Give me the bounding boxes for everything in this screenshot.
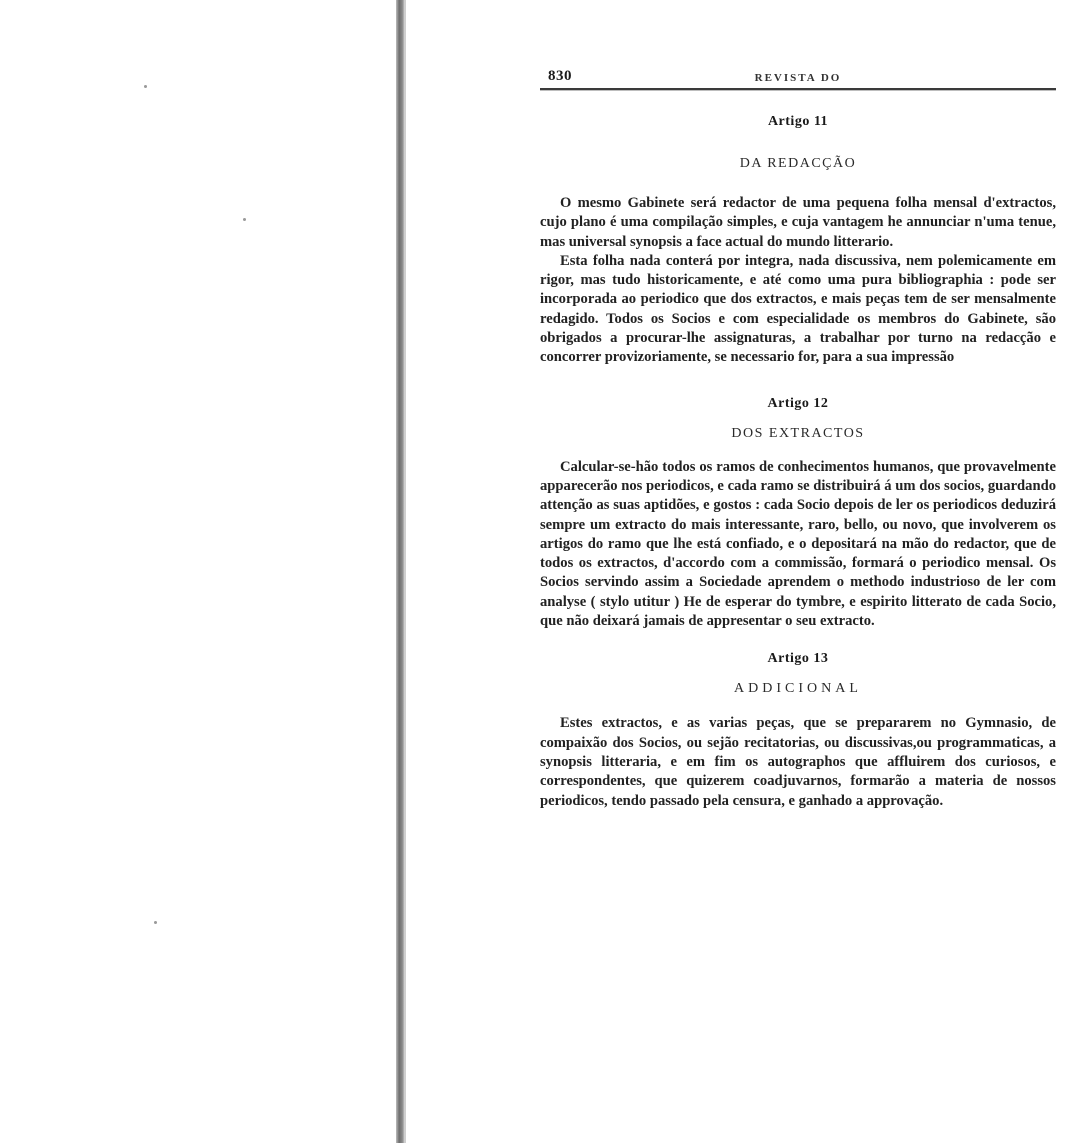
article-12 [540,396,1056,632]
article-subtitle: ADDICIONAL [734,681,862,697]
running-head-title: REVISTA DO [754,72,842,84]
article-paragraph: O mesmo Gabinete será redactor de uma pequena folha mensal d'extractos, cujo plano é uma compilação simples, e cuja vantagem he annunciar n'uma tenue, mas universal synopsis a face actual do mundo litterario. [540,195,1056,250]
article-body [540,458,1056,632]
article-title: Artigo 11 [767,114,829,129]
paper-speck [154,921,157,924]
gutter-edge [404,0,406,1143]
article-13 [540,651,1056,810]
article-paragraph: Esta folha nada conterá por integra, nada discussiva, nem polemicamente em rigor, mas tudo historicamente, e até como uma pura bibliographia : pode ser incorporada ao periodico que dos extractos, e mais peças tem de ser mensalmente redagido. Todos os Socios e com especialidade os membros do Gabinete, são obrigados a procurar-lhe assignaturas, a trabalhar por turno na redacção e concorrer provizoriamente, se necessario for, para a sua impressão [540,252,1056,366]
article-subtitle: DOS EXTRACTOS [731,425,865,441]
paper-speck [144,85,147,88]
article-paragraph: Estes extractos, e as varias peças, que se prepararem no Gymnasio, de compaixão dos Socios, ou sejão recitatorias, ou discussivas,ou programmaticas, a synopsis litteraria, e em fim os autographos que affluirem dos curiosos, e correspondentes, que quizerem coadjuvarnos, formarão a materia de nossos periodicos, tendo passado pela censura, e ganhado a approvação. [540,715,1056,809]
article-subtitle: DA REDACÇÃO [739,156,857,171]
running-head [540,60,1056,90]
right-page [540,60,1056,811]
article-body [540,194,1056,368]
article-body [540,714,1056,810]
article-title: Artigo 13 [767,651,829,667]
paper-speck [243,218,246,221]
page-number: 830 [548,68,572,84]
article-paragraph: Calcular-se-hão todos os ramos de conhecimentos humanos, que provavelmente apparecerão nos periodicos, e cada ramo se distribuirá á um dos socios, guardando attenção as suas aptidões, e gostos : cada Socio depois de ler os periodicos deduzirá sempre um extracto do mais interessante, raro, bello, ou novo, que involverem os artigos do ramo que lhe está confiado, e o depositará na mão do redactor, que de todos os extractos, d'accordo com a commissão, formará o periodico mensal. Os Socios servindo assim a Sociedade aprendem o methodo industrioso de ler com analyse ( stylo utitur ) He de esperar do tymbre, e espirito litterato de cada Socio, que não deixará jamais de appresentar o seu extracto. [540,458,1056,630]
article-title: Artigo 12 [767,395,829,411]
article-11 [540,114,1056,368]
left-page-blank [0,0,396,1143]
